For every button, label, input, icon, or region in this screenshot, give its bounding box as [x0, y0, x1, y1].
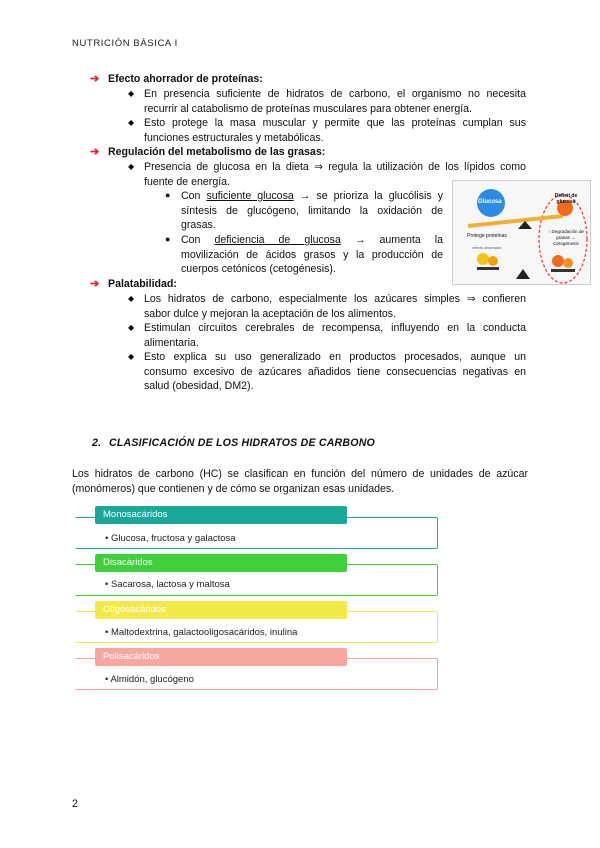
page-header: NUTRICIÓN BÁSICA I	[72, 38, 178, 49]
sub-bullet-text: Con suficiente glucosa → se prioriza la glucólisis y síntesis de glucógeno, limitando la oxidación de grasas.	[181, 190, 443, 231]
bullet-text: Estimulan circuitos cerebrales de recompensa, influyendo en la conducta alimentaria.	[144, 322, 526, 349]
bullet-text: Esto explica su uso generalizado en productos procesados, aunque un consumo excesivo de azúcares añadidos tiene consecuencias negativas en salud (obesidad, DM2).	[144, 351, 526, 392]
category-items: • Maltodextrina, galactooligosacáridos, inulina	[105, 627, 298, 638]
category-items: • Glucosa, fructosa y galactosa	[105, 533, 236, 544]
balance-figure: Glucosa Déficit de glucosa Protege proteínas efecto ahorrador ↑ Degradación de grasas → Cetogénesis	[452, 180, 591, 285]
heading-ahorrador: Efecto ahorrador de proteínas:	[108, 73, 263, 85]
section-title: CLASIFICACIÓN DE LOS HIDRATOS DE CARBONO	[109, 437, 375, 449]
diamond-bullet-icon: ◆	[128, 118, 135, 127]
sub-bullet-text: Con deficiencia de glucosa → aumenta la movilización de ácidos grasos y la producción de cuerpos cetónicos (cetogénesis).	[181, 234, 443, 275]
round-bullet-icon: ●	[165, 234, 171, 244]
diamond-bullet-icon: ◆	[128, 294, 135, 303]
diamond-bullet-icon: ◆	[128, 352, 135, 361]
category-items: • Almidón, glucógeno	[105, 674, 194, 685]
heading-grasas: Regulación del metabolismo de las grasas:	[108, 146, 326, 158]
bullet-text: Los hidratos de carbono, especialmente los azúcares simples ⇒ confieren sabor dulce y mejoran la aceptación de los alimentos.	[144, 293, 526, 320]
intro-paragraph: Los hidratos de carbono (HC) se clasifican en función del número de unidades de azúcar (monómeros) que contienen y de cómo se organizan esas unidades.	[72, 468, 528, 495]
red-arrow-icon: ➔	[90, 73, 100, 85]
category-monosacaridos: Monosacáridos	[95, 506, 347, 524]
diamond-bullet-icon: ◆	[128, 162, 135, 171]
red-arrow-icon: ➔	[90, 146, 100, 158]
category-polisacaridos: Polisacáridos	[95, 648, 347, 666]
diamond-bullet-icon: ◆	[128, 323, 135, 332]
bullet-text: Esto protege la masa muscular y permite que las proteínas cumplan sus funciones estructurales y metabólicas.	[144, 117, 526, 144]
category-disacaridos: Disacáridos	[95, 554, 347, 572]
page-number: 2	[72, 798, 78, 810]
red-arrow-icon: ➔	[90, 278, 100, 290]
heading-palatabilidad: Palatabilidad:	[108, 278, 177, 290]
bullet-text: Presencia de glucosa en la dieta ⇒ regula la utilización de los lípidos como fuente de energía.	[144, 161, 526, 188]
classification-diagram	[75, 506, 440, 692]
round-bullet-icon: ●	[165, 190, 171, 200]
bullet-text: En presencia suficiente de hidratos de carbono, el organismo no necesita recurrir al catabolismo de proteínas musculares para obtener energía.	[144, 88, 526, 115]
diamond-bullet-icon: ◆	[128, 89, 135, 98]
section-number: 2.	[92, 437, 102, 449]
category-items: • Sacarosa, lactosa y maltosa	[105, 579, 230, 590]
category-oligosacaridos: Oligosacáridos	[95, 601, 347, 619]
